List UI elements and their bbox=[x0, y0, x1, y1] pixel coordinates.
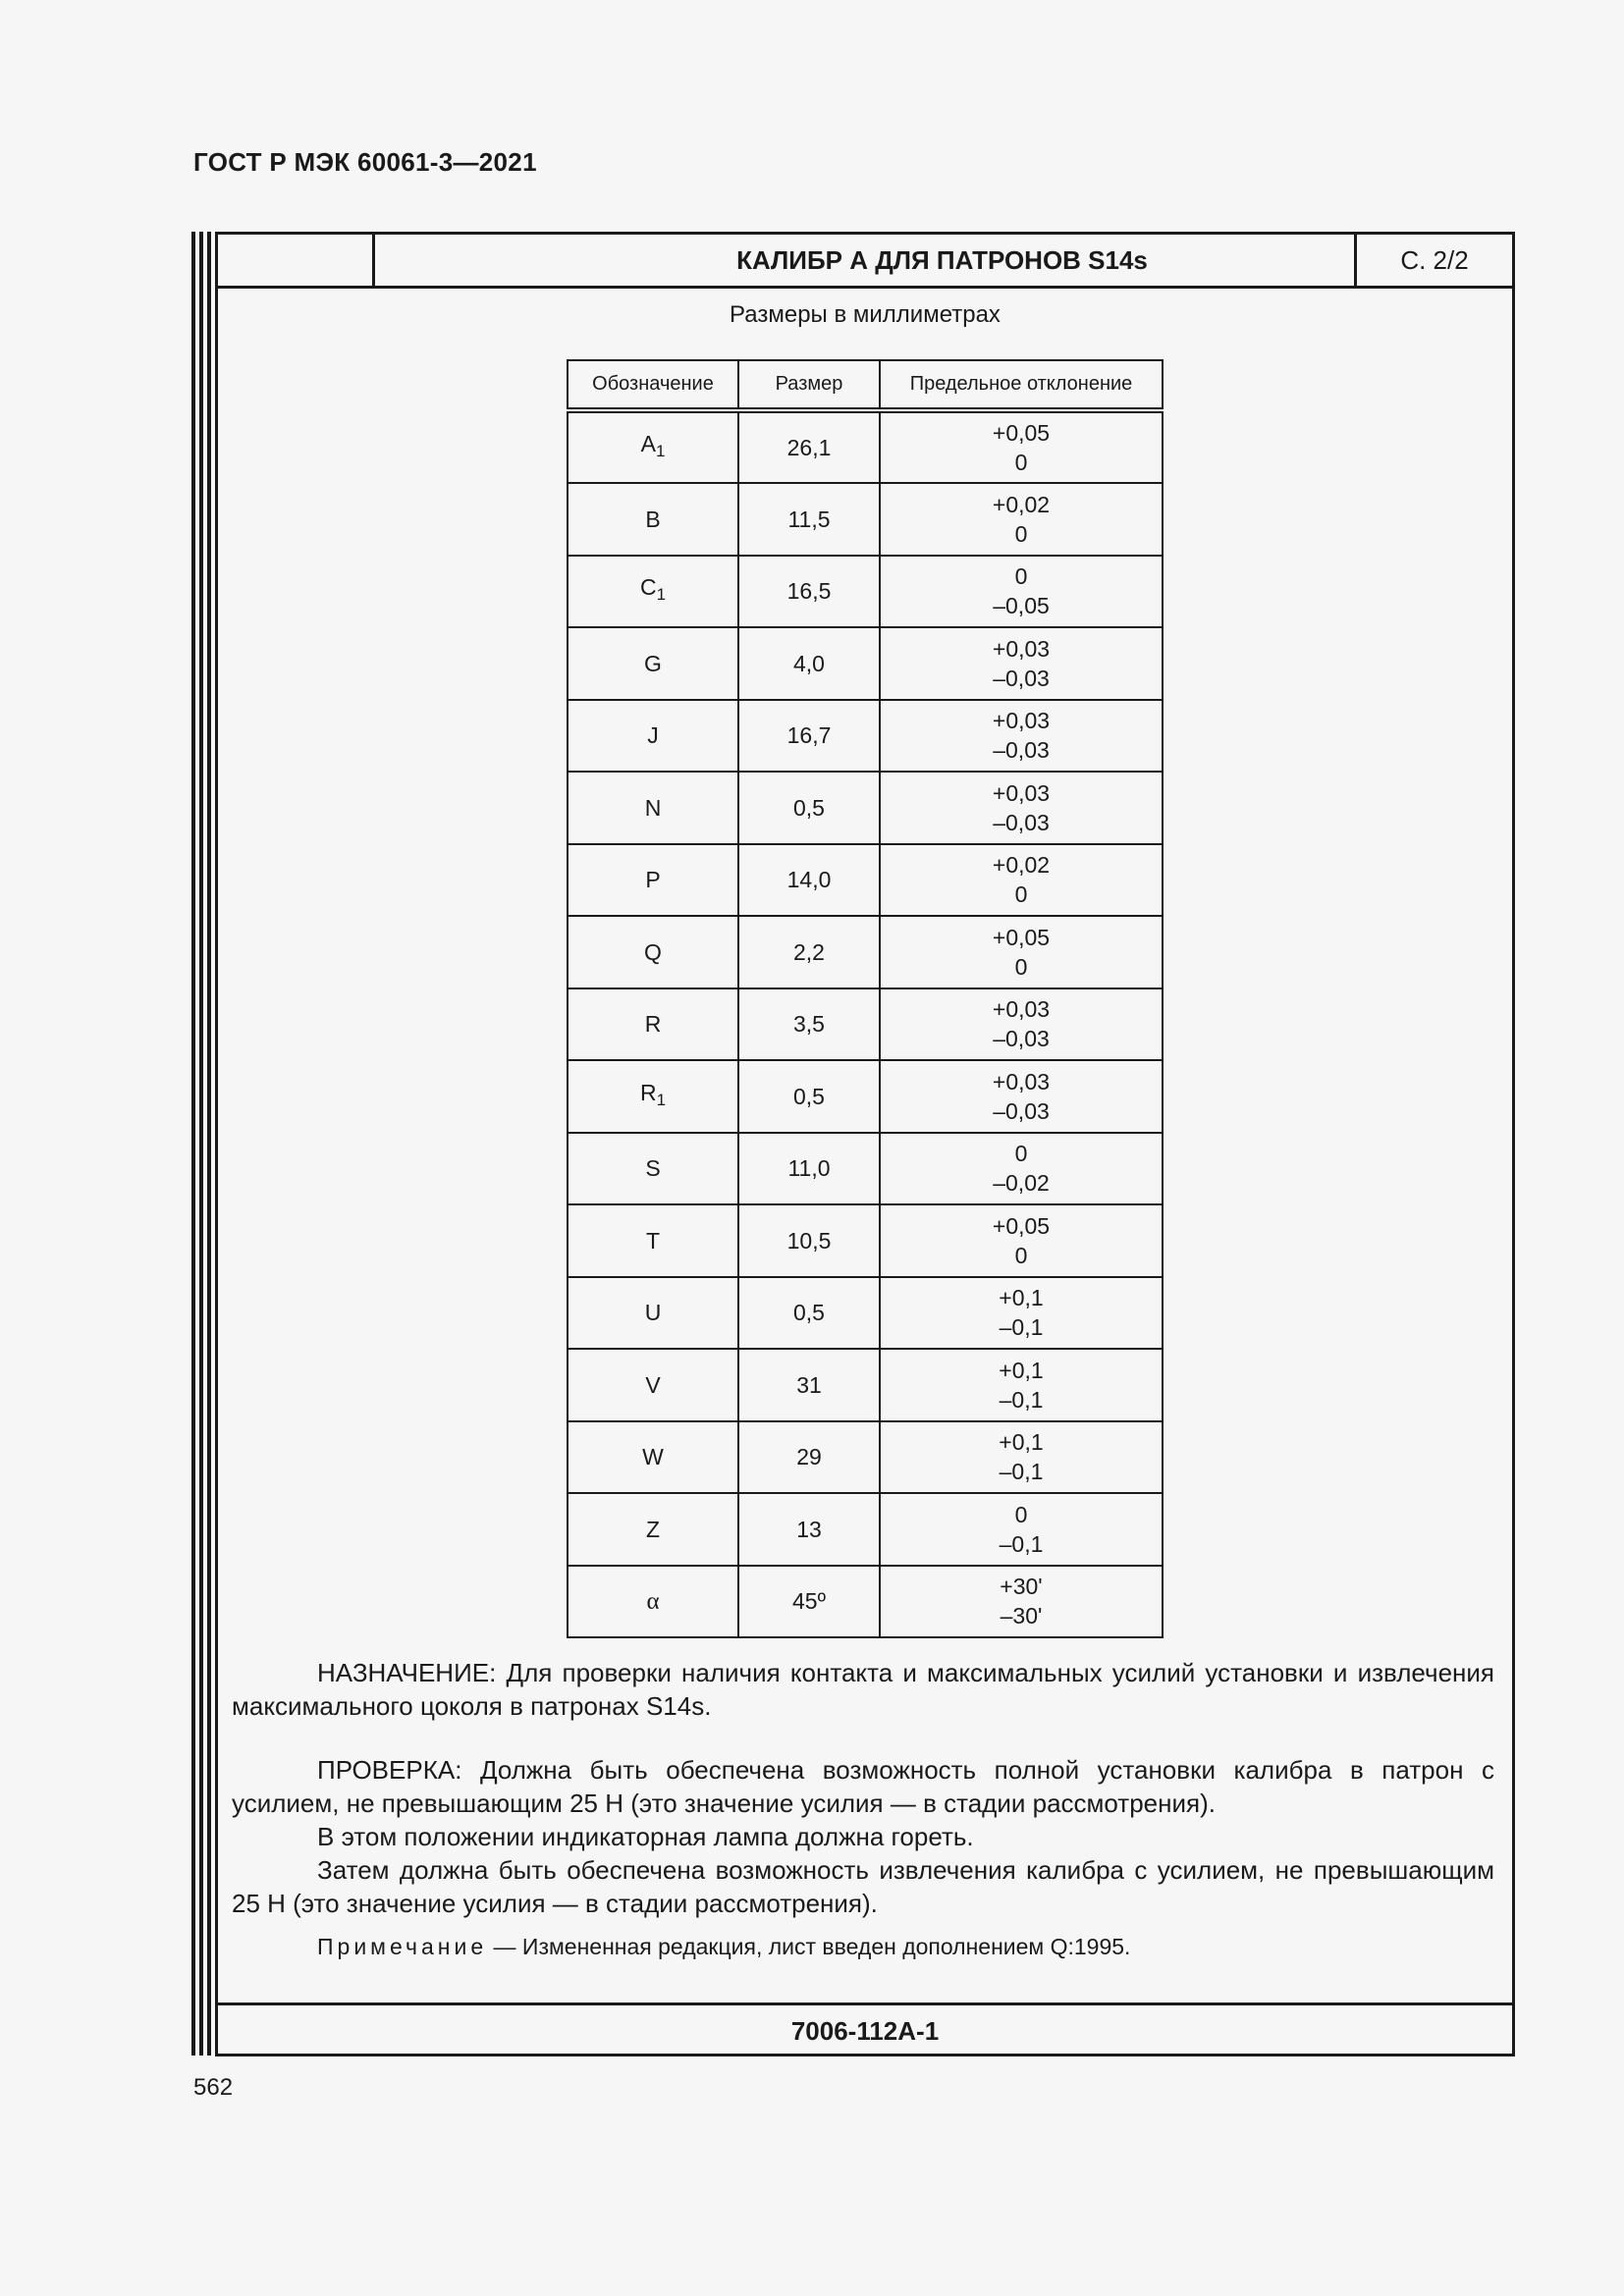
lower-deviation: –0,05 bbox=[993, 593, 1050, 619]
designation-symbol: α bbox=[646, 1587, 660, 1615]
sheet-code: 7006-112А-1 bbox=[218, 2002, 1512, 2056]
upper-deviation: +0,05 bbox=[992, 420, 1051, 446]
table-row bbox=[568, 700, 1163, 773]
designation-cell bbox=[568, 1493, 738, 1566]
binding-bar bbox=[199, 232, 203, 2056]
size-cell: 31 bbox=[738, 1349, 880, 1421]
table-row bbox=[568, 1566, 1163, 1638]
lower-deviation: –0,03 bbox=[993, 665, 1050, 691]
note bbox=[317, 1934, 1130, 1960]
deviation-cell bbox=[880, 1133, 1163, 1205]
table-row bbox=[568, 1133, 1163, 1205]
page-number: 562 bbox=[193, 2074, 234, 2101]
lower-deviation: 0 bbox=[1014, 881, 1028, 908]
lower-deviation: 0 bbox=[1014, 520, 1028, 547]
column-header: Предельное отклонение bbox=[880, 360, 1163, 410]
size-cell: 26,1 bbox=[738, 410, 880, 483]
table-row bbox=[568, 627, 1163, 700]
deviation-cell bbox=[880, 1204, 1163, 1277]
size-cell: 0,5 bbox=[738, 1277, 880, 1350]
column-header: Обозначение bbox=[568, 360, 738, 410]
purpose-section bbox=[232, 1656, 1494, 1723]
designation-symbol: A bbox=[640, 431, 656, 456]
table-row bbox=[568, 1204, 1163, 1277]
deviation-cell bbox=[880, 627, 1163, 700]
deviation-cell bbox=[880, 988, 1163, 1061]
deviation-cell bbox=[880, 700, 1163, 773]
size-cell: 0,5 bbox=[738, 1060, 880, 1133]
upper-deviation: +0,02 bbox=[992, 852, 1051, 879]
designation-cell bbox=[568, 1566, 738, 1638]
sheet-title: КАЛИБР А ДЛЯ ПАТРОНОВ S14s bbox=[736, 245, 1148, 275]
table-row bbox=[568, 556, 1163, 628]
deviation-cell bbox=[880, 1493, 1163, 1566]
sheet-page: С. 2/2 bbox=[1354, 235, 1512, 286]
upper-deviation: +0,1 bbox=[999, 1285, 1044, 1311]
table-row bbox=[568, 916, 1163, 988]
deviation-cell bbox=[880, 556, 1163, 628]
designation-symbol: R bbox=[644, 1011, 662, 1038]
size-cell: 29 bbox=[738, 1421, 880, 1494]
designation-subscript: 1 bbox=[656, 585, 667, 605]
binding-bar bbox=[207, 232, 211, 2056]
table-row bbox=[568, 483, 1163, 556]
designation-subscript: 1 bbox=[656, 1090, 667, 1109]
deviation-cell bbox=[880, 1277, 1163, 1350]
size-cell: 16,7 bbox=[738, 700, 880, 773]
deviation-cell bbox=[880, 1060, 1163, 1133]
title-row bbox=[218, 235, 1512, 289]
units-note: Размеры в миллиметрах bbox=[730, 301, 1001, 328]
designation-symbol: C bbox=[639, 574, 657, 601]
designation-symbol: V bbox=[645, 1371, 661, 1398]
table-row bbox=[568, 1277, 1163, 1350]
lower-deviation: –0,02 bbox=[993, 1170, 1050, 1197]
check-paragraph: Затем должна быть обеспечена возможность извлечения калибра с усилием, не превышающим 25 Н (это значение усилия — в стадии рассмотрения). bbox=[232, 1855, 1494, 1918]
lower-deviation: –0,03 bbox=[993, 1026, 1050, 1052]
table-row bbox=[568, 410, 1163, 483]
deviation-cell bbox=[880, 844, 1163, 917]
size-cell: 11,5 bbox=[738, 483, 880, 556]
designation-cell bbox=[568, 988, 738, 1061]
table-row bbox=[568, 1349, 1163, 1421]
designation-cell bbox=[568, 772, 738, 844]
lower-deviation: 0 bbox=[1014, 450, 1028, 475]
check-paragraph: ПРОВЕРКА: Должна быть обеспечена возможность полной установки калибра в патрон с усилием, не превышающим 25 Н (это значение усилия — в стадии рассмотрения). bbox=[232, 1755, 1494, 1818]
size-cell: 3,5 bbox=[738, 988, 880, 1061]
table-row bbox=[568, 772, 1163, 844]
deviation-cell bbox=[880, 410, 1163, 483]
designation-cell bbox=[568, 844, 738, 917]
upper-deviation: +0,03 bbox=[992, 635, 1051, 662]
size-cell: 45º bbox=[738, 1566, 880, 1638]
designation-cell bbox=[568, 410, 738, 483]
designation-cell bbox=[568, 1349, 738, 1421]
designation-cell bbox=[568, 627, 738, 700]
binding-bar bbox=[191, 232, 195, 2056]
upper-deviation: +0,03 bbox=[992, 1068, 1051, 1095]
upper-deviation: +0,02 bbox=[992, 491, 1051, 517]
sheet-frame bbox=[215, 232, 1515, 2056]
designation-symbol: R bbox=[639, 1079, 657, 1105]
designation-symbol: J bbox=[647, 722, 659, 749]
deviation-cell bbox=[880, 772, 1163, 844]
deviation-cell bbox=[880, 916, 1163, 988]
check-section bbox=[232, 1753, 1494, 1920]
upper-deviation: 0 bbox=[1014, 563, 1028, 590]
lower-deviation: –0,1 bbox=[999, 1530, 1044, 1557]
purpose-paragraph: НАЗНАЧЕНИЕ: Для проверки наличия контакта и максимальных усилий установки и извлечения максимального цоколя в патронах S14s. bbox=[232, 1658, 1494, 1721]
table-row bbox=[568, 1060, 1163, 1133]
size-cell: 0,5 bbox=[738, 772, 880, 844]
designation-symbol: B bbox=[645, 506, 661, 532]
designation-symbol: S bbox=[645, 1155, 661, 1182]
standard-designation: ГОСТ Р МЭК 60061-3—2021 bbox=[193, 147, 537, 177]
note-lead: Примечание bbox=[317, 1934, 488, 1959]
designation-symbol: G bbox=[644, 650, 662, 676]
upper-deviation: +0,05 bbox=[992, 924, 1051, 950]
table-row bbox=[568, 844, 1163, 917]
deviation-cell bbox=[880, 1349, 1163, 1421]
upper-deviation: +0,1 bbox=[999, 1429, 1044, 1456]
size-cell: 16,5 bbox=[738, 556, 880, 628]
deviation-cell bbox=[880, 483, 1163, 556]
lower-deviation: –0,1 bbox=[999, 1386, 1044, 1413]
designation-symbol: P bbox=[645, 867, 661, 893]
designation-symbol: Z bbox=[645, 1516, 661, 1542]
check-paragraph: В этом положении индикаторная лампа должна гореть. bbox=[317, 1822, 974, 1851]
size-cell: 13 bbox=[738, 1493, 880, 1566]
dimensions-table bbox=[567, 359, 1164, 1638]
lower-deviation: 0 bbox=[1014, 953, 1028, 980]
title-blank-cell bbox=[218, 235, 375, 286]
table-header-row bbox=[568, 360, 1163, 410]
designation-cell bbox=[568, 916, 738, 988]
table-row bbox=[568, 1493, 1163, 1566]
table-row bbox=[568, 1421, 1163, 1494]
designation-subscript: 1 bbox=[655, 442, 666, 460]
designation-cell bbox=[568, 556, 738, 628]
designation-cell bbox=[568, 700, 738, 773]
table-row bbox=[568, 988, 1163, 1061]
size-cell: 4,0 bbox=[738, 627, 880, 700]
designation-cell bbox=[568, 1133, 738, 1205]
designation-cell bbox=[568, 1277, 738, 1350]
upper-deviation: 0 bbox=[1014, 1141, 1028, 1167]
upper-deviation: +0,03 bbox=[992, 708, 1051, 734]
upper-deviation: +0,03 bbox=[992, 996, 1051, 1023]
size-cell: 10,5 bbox=[738, 1204, 880, 1277]
lower-deviation: –0,1 bbox=[999, 1459, 1044, 1485]
upper-deviation: 0 bbox=[1014, 1501, 1028, 1527]
lower-deviation: –0,03 bbox=[993, 737, 1050, 764]
upper-deviation: +0,1 bbox=[999, 1357, 1044, 1383]
designation-symbol: N bbox=[644, 794, 662, 821]
upper-deviation: +30' bbox=[1000, 1574, 1043, 1600]
size-cell: 11,0 bbox=[738, 1133, 880, 1205]
designation-symbol: W bbox=[642, 1444, 664, 1470]
designation-cell bbox=[568, 1204, 738, 1277]
lower-deviation: –0,03 bbox=[993, 1097, 1050, 1124]
deviation-cell bbox=[880, 1421, 1163, 1494]
lower-deviation: –0,1 bbox=[999, 1314, 1044, 1341]
note-body: — Измененная редакция, лист введен дополнением Q:1995. bbox=[487, 1934, 1131, 1959]
designation-symbol: T bbox=[645, 1227, 661, 1254]
designation-cell bbox=[568, 1060, 738, 1133]
designation-cell bbox=[568, 483, 738, 556]
designation-cell bbox=[568, 1421, 738, 1494]
lower-deviation: 0 bbox=[1014, 1242, 1028, 1268]
designation-symbol: Q bbox=[644, 938, 662, 965]
size-cell: 2,2 bbox=[738, 916, 880, 988]
upper-deviation: +0,03 bbox=[992, 779, 1051, 806]
designation-symbol: U bbox=[644, 1300, 662, 1326]
lower-deviation: –0,03 bbox=[993, 809, 1050, 835]
column-header: Размер bbox=[738, 360, 880, 410]
lower-deviation: –30' bbox=[1000, 1603, 1043, 1629]
deviation-cell bbox=[880, 1566, 1163, 1638]
size-cell: 14,0 bbox=[738, 844, 880, 917]
upper-deviation: +0,05 bbox=[992, 1212, 1051, 1239]
